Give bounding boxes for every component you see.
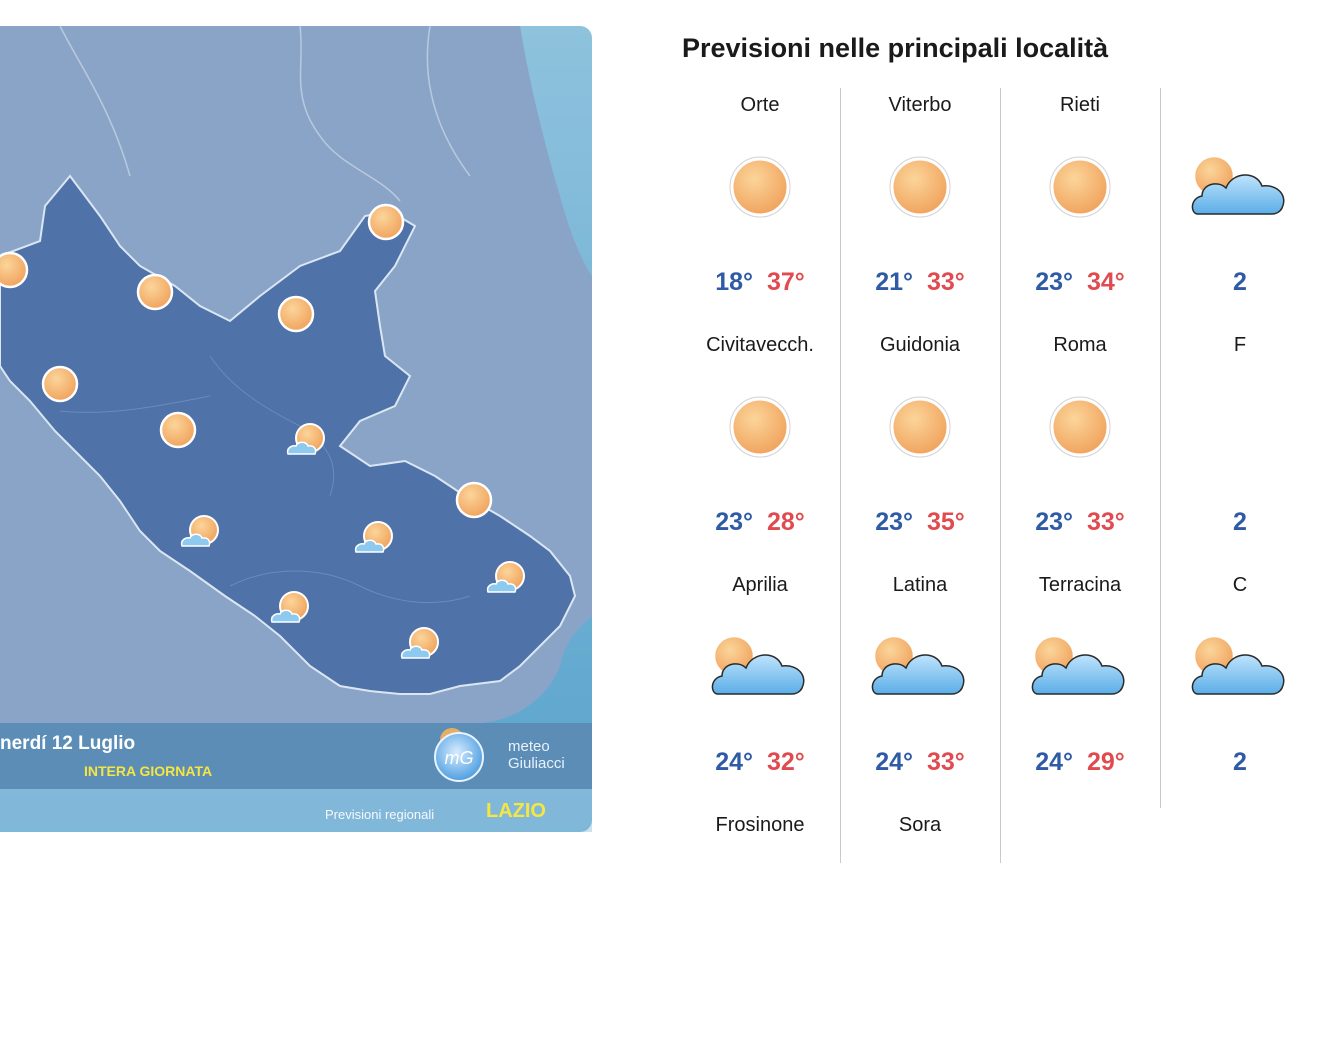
column-divider: [840, 88, 841, 863]
city-forecast-cell: [680, 328, 840, 568]
temperature-range: [680, 508, 840, 537]
min-temperature: 24°: [1035, 748, 1073, 776]
min-temperature: 23°: [875, 508, 913, 536]
map-sun-icon: [364, 200, 408, 244]
max-temperature: 33°: [927, 268, 965, 296]
city-name: Latina: [892, 574, 948, 596]
city-forecast-cell: [1160, 88, 1320, 328]
temperature-range: [840, 508, 1000, 537]
map-sun-cloud-icon: [398, 622, 442, 666]
min-temperature: 21°: [875, 268, 913, 296]
max-temperature: 32°: [767, 748, 805, 776]
map-sun-cloud-icon: [178, 510, 222, 554]
map-period-label: INTERA GIORNATA: [84, 763, 213, 779]
min-temperature: 23°: [1035, 508, 1073, 536]
sun-cloud-icon: [1030, 630, 1130, 704]
min-temperature: 23°: [1035, 268, 1073, 296]
temperature-range: [1000, 268, 1160, 297]
min-temperature: 24°: [715, 748, 753, 776]
max-temperature: 29°: [1087, 748, 1125, 776]
brand-line-meteo: meteo: [508, 738, 550, 755]
min-temperature: 23°: [715, 508, 753, 536]
city-name: Frosinone: [715, 814, 805, 836]
map-sun-icon: [38, 362, 82, 406]
city-name: Terracina: [1038, 574, 1122, 596]
temperature-range: [840, 748, 1000, 777]
city-name: Guidonia: [879, 334, 961, 356]
svg-text:mG: mG: [444, 748, 474, 768]
city-name: C: [1232, 574, 1248, 596]
sun-icon: [1030, 390, 1130, 464]
city-forecast-cell: [1160, 328, 1320, 568]
max-temperature: 37°: [767, 268, 805, 296]
city-forecast-cell: [840, 808, 1000, 1048]
city-name: Orte: [740, 94, 780, 116]
regional-forecast-label: Previsioni regionali: [325, 807, 435, 822]
map-sun-cloud-icon: [284, 418, 328, 462]
city-forecast-cell: [840, 568, 1000, 808]
min-temperature: 18°: [715, 268, 753, 296]
temperature-range: [1160, 508, 1320, 537]
temperature-range: [1160, 268, 1320, 297]
map-sun-icon: [0, 248, 32, 292]
sun-cloud-icon: [710, 630, 810, 704]
sun-icon: [870, 390, 970, 464]
temperature-range: [1160, 748, 1320, 777]
city-forecast-cell: [840, 328, 1000, 568]
map-sun-cloud-icon: [268, 586, 312, 630]
sun-icon: [1030, 150, 1130, 224]
city-name: F: [1233, 334, 1247, 356]
min-temperature: 2: [1233, 508, 1247, 536]
sun-cloud-icon: [1190, 150, 1290, 224]
meteo-giuliacci-logo-icon: [428, 724, 490, 786]
city-forecast-cell: [1160, 568, 1320, 808]
city-name: Rieti: [1059, 94, 1100, 116]
city-forecast-cell: [1000, 568, 1160, 808]
city-forecast-cell: [1000, 328, 1160, 568]
temperature-range: [1000, 748, 1160, 777]
column-divider: [1000, 88, 1001, 863]
map-sun-icon: [156, 408, 200, 452]
max-temperature: 35°: [927, 508, 965, 536]
city-forecast-cell: [680, 88, 840, 328]
max-temperature: 33°: [1087, 508, 1125, 536]
map-brand-label: [508, 738, 565, 772]
region-name-label: LAZIO: [486, 800, 546, 822]
map-sun-cloud-icon: [484, 556, 528, 600]
regional-weather-map: [0, 26, 592, 832]
temperature-range: [1000, 508, 1160, 537]
city-name: Viterbo: [888, 94, 952, 116]
sun-cloud-icon: [1190, 630, 1290, 704]
sun-icon: [710, 150, 810, 224]
sun-cloud-icon: [870, 630, 970, 704]
max-temperature: 28°: [767, 508, 805, 536]
min-temperature: 24°: [875, 748, 913, 776]
city-forecast-cell: [680, 808, 840, 1048]
map-sun-icon: [452, 478, 496, 522]
min-temperature: 2: [1233, 748, 1247, 776]
city-forecast-cell: [840, 88, 1000, 328]
city-forecast-grid: [680, 88, 1248, 863]
column-divider: [1160, 88, 1161, 808]
sun-icon: [870, 150, 970, 224]
city-name: Roma: [1053, 334, 1107, 356]
city-name: Aprilia: [732, 574, 788, 596]
temperature-range: [840, 268, 1000, 297]
min-temperature: 2: [1233, 268, 1247, 296]
city-name: Civitavecch.: [706, 334, 814, 356]
map-sun-icon: [274, 292, 318, 336]
city-name: Sora: [898, 814, 942, 836]
city-forecast-cell: [1000, 88, 1160, 328]
sun-icon: [710, 390, 810, 464]
max-temperature: 33°: [927, 748, 965, 776]
forecast-title: Previsioni nelle principali località: [682, 33, 1109, 63]
map-date-label: nerdí 12 Luglio: [0, 733, 136, 754]
map-sun-icon: [133, 270, 177, 314]
brand-line-giuliacci: Giuliacci: [508, 755, 565, 772]
city-forecast-cell: [680, 568, 840, 808]
map-sun-cloud-icon: [352, 516, 396, 560]
temperature-range: [680, 268, 840, 297]
temperature-range: [680, 748, 840, 777]
max-temperature: 34°: [1087, 268, 1125, 296]
